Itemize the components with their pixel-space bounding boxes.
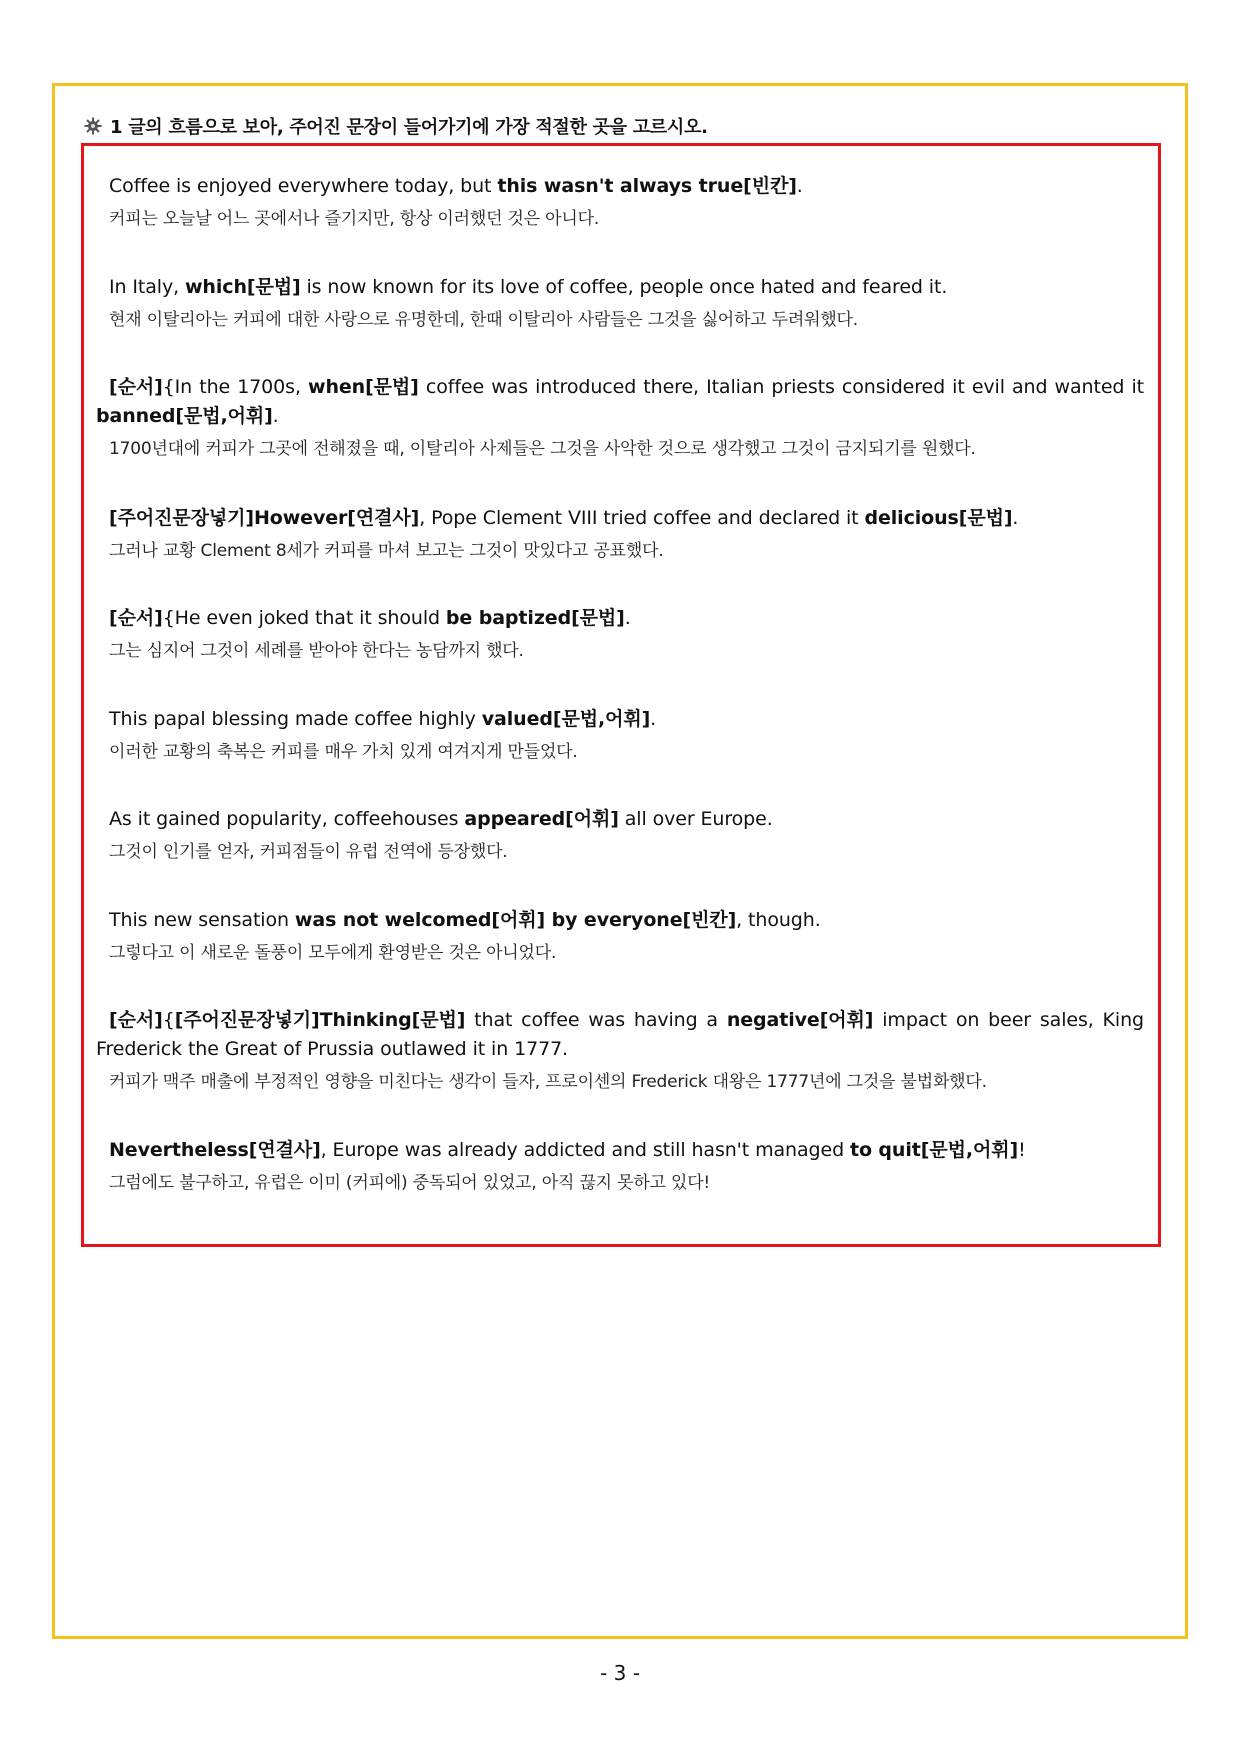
- sentence-text: As it gained popularity, coffeehouses: [109, 808, 465, 830]
- sentence-text: .: [796, 175, 803, 197]
- english-sentence: [96, 705, 1144, 734]
- sentence-text: This new sensation: [109, 909, 295, 931]
- korean-translation: 커피가 맥주 매출에 부정적인 영향을 미친다는 생각이 들자, 프로이센의 Frederick 대왕은 1777년에 그것을 불법화했다.: [109, 1072, 987, 1092]
- highlighted-phrase: which[문법]: [184, 276, 301, 298]
- page-number: - 3 -: [600, 1661, 640, 1685]
- korean-translation: 그것이 인기를 얻자, 커피점들이 유럽 전역에 등장했다.: [109, 842, 508, 862]
- highlighted-phrase: negative[어휘]: [726, 1009, 874, 1031]
- sentence-text: , Europe was already addicted and still hasn't managed: [320, 1139, 850, 1161]
- highlighted-phrase: appeared[어휘]: [464, 808, 619, 830]
- korean-translation: 현재 이탈리아는 커피에 대한 사랑으로 유명한데, 한때 이탈리아 사람들은 그것을 싫어하고 두려워했다.: [109, 310, 858, 330]
- instruction-text: 1 글의 흐름으로 보아, 주어진 문장이 들어가기에 가장 적절한 곳을 고르시오.: [110, 117, 708, 138]
- english-sentence: [96, 604, 1144, 633]
- highlighted-phrase: banned[문법,어휘]: [96, 405, 273, 427]
- sentence-text: !: [1018, 1139, 1026, 1161]
- sentence-text: impact on beer sales, King Frederick the Great of Prussia outlawed it in 1777.: [96, 1009, 1144, 1060]
- korean-translation: 커피는 오늘날 어느 곳에서나 즐기지만, 항상 이러했던 것은 아니다.: [109, 209, 600, 229]
- sentence-text: that coffee was having a: [465, 1009, 727, 1031]
- sentence-text: all over Europe.: [618, 808, 773, 830]
- highlighted-phrase: be baptized[문법]: [445, 607, 625, 629]
- highlighted-phrase: to quit[문법,어휘]: [849, 1139, 1019, 1161]
- sentence-3: [96, 373, 1144, 463]
- highlighted-phrase: valued[문법,어휘]: [481, 708, 651, 730]
- sentence-2: [96, 273, 1144, 334]
- sentence-text: .: [1012, 507, 1019, 529]
- english-sentence: [96, 504, 1144, 533]
- sentence-5: [96, 604, 1144, 665]
- korean-translation: 그는 심지어 그것이 세례를 받아야 한다는 농담까지 했다.: [109, 641, 524, 661]
- highlighted-phrase: this wasn't always true[빈칸]: [497, 175, 797, 197]
- gear-bullet-icon: [84, 117, 102, 135]
- sentence-text: , Pope Clement VIII tried coffee and declared it: [419, 507, 865, 529]
- sentence-text: , though.: [736, 909, 821, 931]
- korean-translation: 그렇다고 이 새로운 돌풍이 모두에게 환영받은 것은 아니었다.: [109, 943, 557, 963]
- highlighted-phrase: delicious[문법]: [864, 507, 1013, 529]
- korean-translation: 그러나 교황 Clement 8세가 커피를 마셔 보고는 그것이 맛있다고 공표했다.: [109, 541, 664, 561]
- korean-translation: 그럼에도 불구하고, 유럽은 이미 (커피에) 중독되어 있었고, 아직 끊지 못하고 있다!: [109, 1173, 711, 1193]
- english-sentence: [96, 1006, 1144, 1064]
- sentence-text: Coffee is enjoyed everywhere today, but: [109, 175, 498, 197]
- sentence-text: This papal blessing made coffee highly: [109, 708, 482, 730]
- highlighted-phrase: [주어진문장넣기]However[연결사]: [109, 507, 420, 529]
- english-sentence: [96, 172, 1144, 201]
- highlighted-phrase: Nevertheless[연결사]: [109, 1139, 321, 1161]
- english-sentence: [96, 273, 1144, 302]
- english-sentence: [96, 1136, 1144, 1165]
- question-instruction: [84, 112, 1184, 140]
- korean-translation: 이러한 교황의 축복은 커피를 매우 가치 있게 여겨지게 만들었다.: [109, 742, 578, 762]
- sentence-text: coffee was introduced there, Italian priests considered it evil and wanted it: [418, 376, 1144, 398]
- highlighted-phrase: when[문법]: [308, 376, 419, 398]
- passage-box: [81, 143, 1161, 1247]
- highlighted-phrase: was not welcomed[어휘] by everyone[빈칸]: [294, 909, 737, 931]
- highlighted-phrase: [순서]: [109, 376, 163, 398]
- sentence-text: .: [272, 405, 279, 427]
- sentence-6: [96, 705, 1144, 766]
- sentence-text: is now known for its love of coffee, people once hated and feared it.: [300, 276, 948, 298]
- sentence-text: {He even joked that it should: [162, 607, 446, 629]
- sentence-4: [96, 504, 1144, 565]
- sentence-text: {: [162, 1009, 175, 1031]
- sentence-10: [96, 1136, 1144, 1197]
- highlighted-phrase: [순서]: [109, 607, 163, 629]
- sentence-9: [96, 1006, 1144, 1096]
- highlighted-phrase: [주어진문장넣기]Thinking[문법]: [174, 1009, 466, 1031]
- sentence-text: .: [650, 708, 657, 730]
- english-sentence: [96, 805, 1144, 834]
- english-sentence: [96, 906, 1144, 935]
- sentence-text: In Italy,: [109, 276, 185, 298]
- english-sentence: [96, 373, 1144, 431]
- highlighted-phrase: [순서]: [109, 1009, 163, 1031]
- sentence-8: [96, 906, 1144, 967]
- sentence-7: [96, 805, 1144, 866]
- sentence-text: .: [624, 607, 631, 629]
- sentence-text: {In the 1700s,: [162, 376, 308, 398]
- sentence-1: [96, 172, 1144, 233]
- korean-translation: 1700년대에 커피가 그곳에 전해졌을 때, 이탈리아 사제들은 그것을 사악한 것으로 생각했고 그것이 금지되기를 원했다.: [109, 439, 976, 459]
